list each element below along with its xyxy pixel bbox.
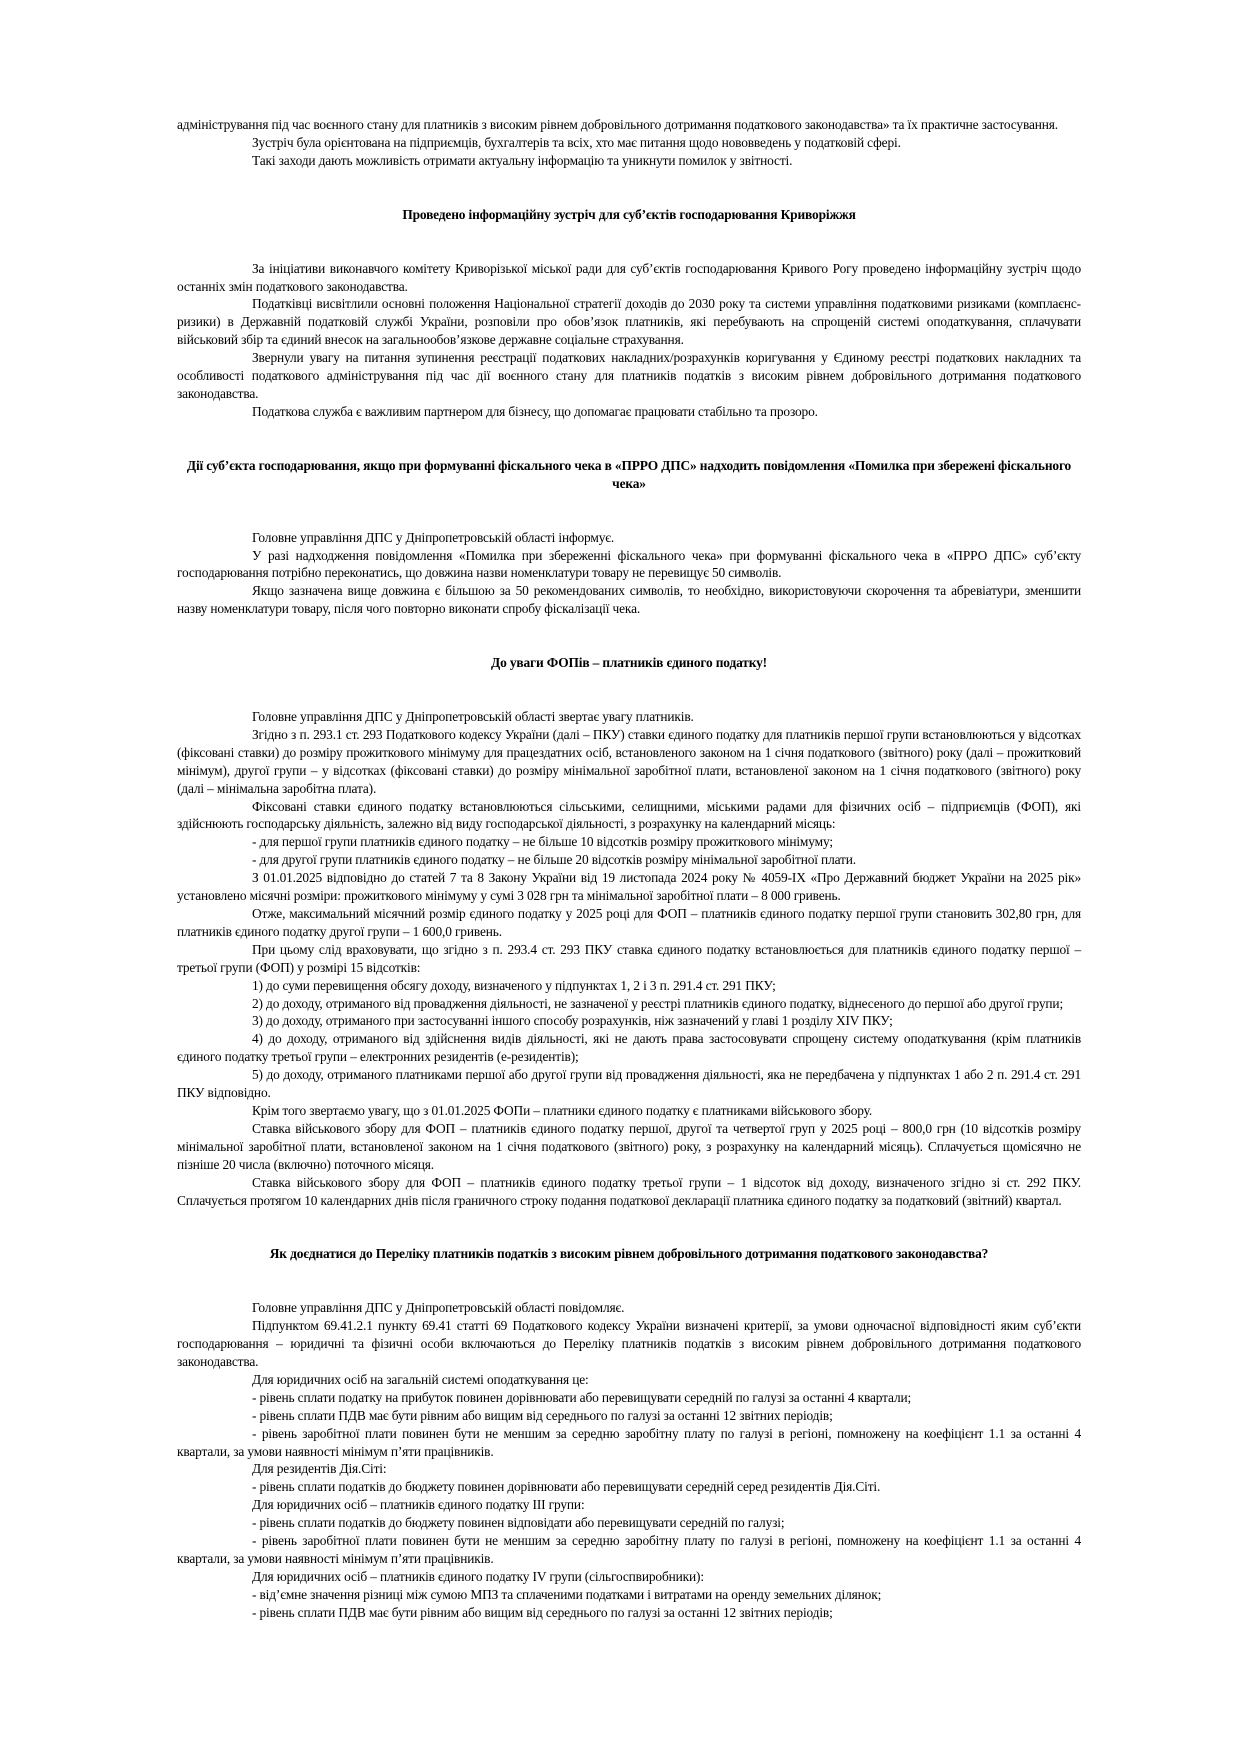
paragraph: Для юридичних осіб – платників єдиного податку IV групи (сільгоспвиробники): xyxy=(252,1568,704,1584)
paragraph: Підпунктом 69.41.2.1 пункту 69.41 статті 69 Податкового кодексу України визначені критерії, за умови одночасної відповідності яким суб’єкти господарювання – юридичні та фізичні особи включаються до Переліку платників податків з високим рівнем добровільного дотримання податкового законодавства. xyxy=(177,1318,1081,1370)
paragraph: Якщо зазначена вище довжина є більшою за 50 рекомендованих символів, то необхідно, використовуючи скорочення та абревіатури, зменшити назву номенклатури товару, після чого повторно виконати спробу фіскалізації чека. xyxy=(177,583,1081,617)
paragraph: Податкова служба є важливим партнером для бізнесу, що допомагає працювати стабільно та прозоро. xyxy=(252,403,818,419)
list-item: - від’ємне значення різниці між сумою МПЗ та сплаченими податками і витратами на оренду земельних ділянок; xyxy=(252,1586,882,1602)
paragraph: Головне управління ДПС у Дніпропетровській області звертає увагу платників. xyxy=(252,709,694,725)
paragraph: Для юридичних осіб на загальній системі оподаткування це: xyxy=(252,1371,589,1387)
paragraph: Податківці висвітлили основні положення Національної стратегії доходів до 2030 року та системи управління податковими ризиками (комплаєнс-ризики) в Державній податковій службі України, розповіли про обов’язок платників, які перебувають на спрощеній системі оподаткування, сплачувати військовий збір та єдиний внесок на загальнообов’язкове державне соціальне страхування. xyxy=(177,296,1081,348)
paragraph: З 01.01.2025 відповідно до статей 7 та 8 Закону України від 19 листопада 2024 року № 4059-IX «Про Державний бюджет України на 2025 рік» установлено місячні розміри: прожиткового мінімуму у сумі 3 028 грн та мінімальної заробітної плати – 8 000 гривень. xyxy=(177,870,1081,904)
paragraph: У разі надходження повідомлення «Помилка при збереженні фіскального чека» при формуванні фіскального чека в «ПРРО ДПС» суб’єкту господарювання потрібно переконатись, що довжина назви номенклатури товару не перевищує 50 символів. xyxy=(177,547,1081,581)
intro-paragraph: Такі заходи дають можливість отримати актуальну інформацію та уникнути помилок у звітності. xyxy=(252,152,793,168)
intro-paragraph: Зустріч була орієнтована на підприємців, бухгалтерів та всіх, хто має питання щодо нововведень у податковій сфері. xyxy=(252,134,901,150)
paragraph: Головне управління ДПС у Дніпропетровській області інформує. xyxy=(252,529,615,545)
paragraph: За ініціативи виконавчого комітету Криворізької міської ради для суб’єктів господарювання Кривого Рогу проведено інформаційну зустріч щодо останніх змін податкового законодавства. xyxy=(177,260,1081,294)
list-item: - рівень сплати ПДВ має бути рівним або вищим від середнього по галузі за останні 12 звітних періодів; xyxy=(252,1604,833,1620)
list-item: - рівень сплати податку на прибуток повинен дорівнювати або перевищувати середній по галузі за останні 4 квартали; xyxy=(252,1389,912,1405)
list-item: 2) до доходу, отриманого від провадження діяльності, не зазначеної у реєстрі платників єдиного податку, віднесеного до першої або другої групи; xyxy=(252,995,1064,1011)
list-item: 1) до суми перевищення обсягу доходу, визначеного у підпунктах 1, 2 і 3 п. 291.4 ст. 291 ПКУ; xyxy=(252,977,776,993)
section-title-high-compliance-list: Як доєднатися до Переліку платників податків з високим рівнем добровільного дотримання податкового законодавства? xyxy=(269,1246,989,1262)
list-item: 3) до доходу, отриманого при застосуванні іншого способу розрахунків, ніж зазначений у главі 1 розділу XIV ПКУ; xyxy=(252,1013,893,1029)
paragraph: Ставка військового збору для ФОП – платників єдиного податку третьої групи – 1 відсоток від доходу, визначеного згідно зі ст. 292 ПКУ. Сплачується протягом 10 календарних днів після граничного строку подання податкової декларації платника єдиного податку за податковий (звітний) квартал. xyxy=(177,1174,1081,1208)
paragraph: Ставка військового збору для ФОП – платників єдиного податку першої, другої та четвертої груп у 2025 році – 800,0 грн (10 відсотків розміру мінімальної заробітної плати, встановленої законом на 1 січня податкового (звітного) року, з розрахунку на календарний місяць). Сплачується щомісячно не пізніше 20 числа (включно) поточного місяця. xyxy=(177,1120,1081,1172)
section-title-fop-single-tax: До уваги ФОПів – платників єдиного податку! xyxy=(491,655,767,671)
list-item: 4) до доходу, отриманого від здійснення видів діяльності, які не дають права застосовувати спрощену систему оподаткування (крім платників єдиного податку третьої групи – електронних резидентів (е-резидентів); xyxy=(177,1031,1081,1065)
list-item: - рівень заробітної плати повинен бути не меншим за середню заробітну плату по галузі в регіоні, помножену на коефіцієнт 1.1 за останні 4 квартали, за умови наявності мінімум п’яти працівників. xyxy=(177,1425,1081,1459)
paragraph: Крім того звертаємо увагу, що з 01.01.2025 ФОПи – платники єдиного податку є платниками військового збору. xyxy=(252,1102,873,1118)
section-title-prro-error: Дії суб’єкта господарювання, якщо при формуванні фіскального чека в «ПРРО ДПС» надходить повідомлення «Помилка при збережені фіскального чека» xyxy=(186,457,1072,491)
list-item: - рівень заробітної плати повинен бути не меншим за середню заробітну плату по галузі в регіоні, помножену на коефіцієнт 1.1 за останні 4 квартали, за умови наявності мінімум п’яти працівників. xyxy=(177,1533,1081,1566)
list-item: - рівень сплати податків до бюджету повинен відповідати або перевищувати середній по галузі; xyxy=(252,1515,785,1531)
intro-paragraph: адміністрування під час воєнного стану для платників з високим рівнем добровільного дотримання податкового законодавства» та їх практичне застосування. xyxy=(177,117,1058,132)
paragraph: Звернули увагу на питання зупинення реєстрації податкових накладних/розрахунків коригування у Єдиному реєстрі податкових накладних та особливості податкового адміністрування під час дії воєнного стану для платників податків з високим рівнем добровільного дотримання податкового законодавства. xyxy=(177,350,1081,401)
paragraph: Для резидентів Дія.Сіті: xyxy=(252,1461,387,1477)
section-title-kryvorizhzhia: Проведено інформаційну зустріч для суб’єктів господарювання Криворіжжя xyxy=(402,206,856,222)
list-item: - для другої групи платників єдиного податку – не більше 20 відсотків розміру мінімальної заробітної плати. xyxy=(252,852,856,868)
list-item: - рівень сплати податків до бюджету повинен дорівнювати або перевищувати середній серед резидентів Дія.Сіті. xyxy=(252,1479,881,1495)
paragraph: Отже, максимальний місячний розмір єдиного податку у 2025 році для ФОП – платників єдиного податку першої групи становить 302,80 грн, для платників єдиного податку другої групи – 1 600,0 гривень. xyxy=(177,906,1081,939)
paragraph: При цьому слід враховувати, що згідно з п. 293.4 ст. 293 ПКУ ставка єдиного податку встановлюється для платників єдиного податку першої – третьої групи (ФОП) у розмірі 15 відсотків: xyxy=(177,941,1081,975)
paragraph: Головне управління ДПС у Дніпропетровській області повідомляє. xyxy=(252,1300,625,1316)
paragraph: Згідно з п. 293.1 ст. 293 Податкового кодексу України (далі – ПКУ) ставки єдиного податку для платників першої групи встановлюються у відсотках (фіксовані ставки) до розміру прожиткового мінімуму для працездатних осіб, встановленого законом на 1 січня податкового (звітного) року (далі – прожитковий мінімум), другої групи – у відсотках (фіксовані ставки) до розміру мінімальної заробітної плати, встановленої законом на 1 січня податкового (звітного) року (далі – мінімальна заробітна плата). xyxy=(177,726,1081,796)
paragraph: Для юридичних осіб – платників єдиного податку ІІІ групи: xyxy=(252,1497,585,1513)
paragraph: Фіксовані ставки єдиного податку встановлюються сільськими, селищними, міськими радами для фізичних осіб – підприємців (ФОП), які здійснюють господарську діяльність, залежно від виду господарської діяльності, з розрахунку на календарний місяць: xyxy=(177,798,1081,832)
list-item: - рівень сплати ПДВ має бути рівним або вищим від середнього по галузі за останні 12 звітних періодів; xyxy=(252,1407,833,1423)
document-page xyxy=(177,116,1081,1622)
list-item: 5) до доходу, отриманого платниками першої або другої групи від провадження діяльності, яка не передбачена у підпунктах 1 або 2 п. 291.4 ст. 291 ПКУ відповідно. xyxy=(177,1067,1081,1101)
list-item: - для першої групи платників єдиного податку – не більше 10 відсотків розміру прожиткового мінімуму; xyxy=(252,834,833,850)
